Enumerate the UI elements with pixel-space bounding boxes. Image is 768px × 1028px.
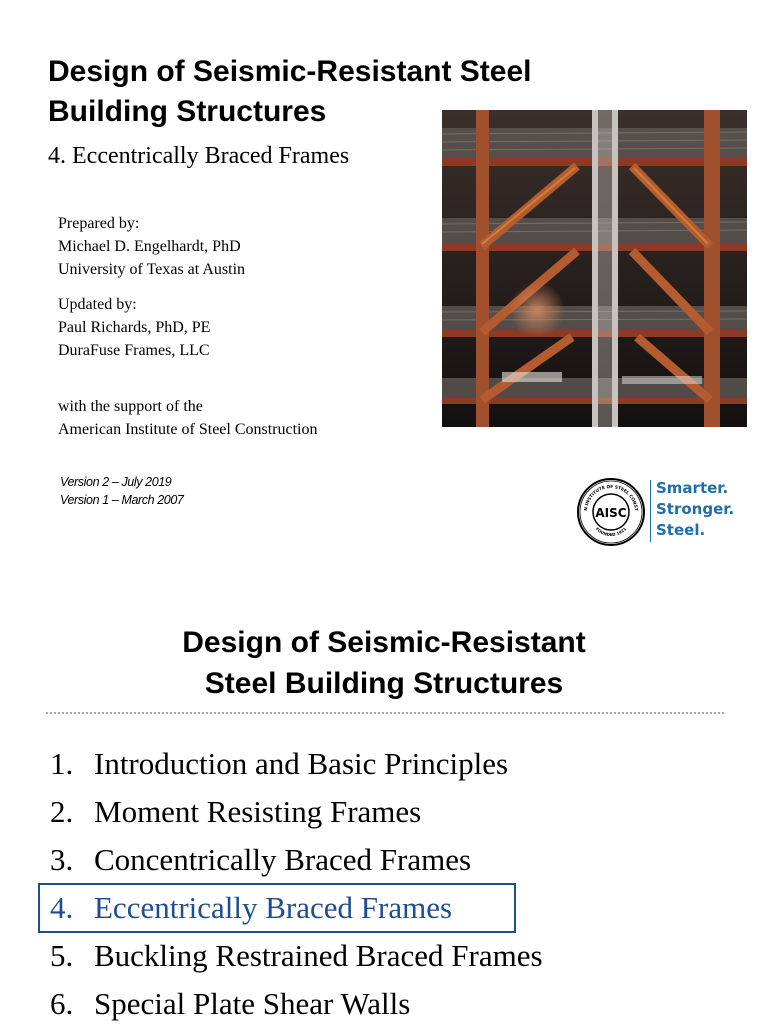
topic-label: Special Plate Shear Walls — [94, 986, 411, 1021]
current-topic-highlight-box — [38, 883, 516, 933]
slide1-title-line2: Building Structures — [48, 95, 327, 128]
topic-number: 1. — [50, 746, 74, 781]
slide1-subtitle: 4. Eccentrically Braced Frames — [48, 143, 350, 169]
slide2-title-line2: Steel Building Structures — [204, 667, 564, 700]
topic-label: Concentrically Braced Frames — [94, 842, 472, 877]
support-line1: with the support of the — [58, 398, 203, 415]
version-1: Version 1 – March 2007 — [60, 493, 184, 507]
topic-label: Moment Resisting Frames — [94, 794, 422, 829]
slide2-title-line1: Design of Seismic-Resistant — [182, 626, 586, 659]
support-block — [58, 395, 318, 441]
topic-number: 6. — [50, 986, 74, 1021]
version-2: Version 2 – July 2019 — [60, 475, 172, 489]
topic-number: 5. — [50, 938, 74, 973]
tagline-smarter: Smarter. — [656, 479, 729, 497]
slide2-title — [0, 622, 768, 704]
prepared-by-label: Prepared by: — [58, 215, 140, 232]
seal-founded-text: FOUNDED 1921 — [594, 526, 628, 538]
slide1-title-line1: Design of Seismic-Resistant Steel — [48, 55, 532, 88]
updated-by-label: Updated by: — [58, 296, 137, 313]
prepared-by-affiliation: University of Texas at Austin — [58, 261, 246, 278]
topic-item-1 — [50, 740, 543, 788]
topic-number: 3. — [50, 842, 74, 877]
topic-item-3 — [50, 836, 543, 884]
topic-number: 4. — [50, 890, 74, 925]
topic-label: Buckling Restrained Braced Frames — [94, 938, 543, 973]
topic-number: 2. — [50, 794, 74, 829]
topic-item-5 — [50, 932, 543, 980]
aisc-seal-logo — [576, 477, 646, 547]
version-history — [60, 473, 183, 509]
steel-frame-construction-photo — [442, 110, 747, 427]
prepared-by-block — [58, 212, 245, 281]
updated-by-affiliation: DuraFuse Frames, LLC — [58, 342, 210, 359]
topic-label: Introduction and Basic Principles — [94, 746, 509, 781]
tagline-steel: Steel. — [656, 521, 706, 539]
seal-ring-text: N INSTITUTE OF STEEL CONST — [583, 484, 639, 512]
updated-by-name: Paul Richards, PhD, PE — [58, 319, 211, 336]
seal-letters: AISC — [595, 506, 627, 520]
prepared-by-name: Michael D. Engelhardt, PhD — [58, 238, 241, 255]
tagline-divider — [650, 480, 651, 542]
topic-item-6 — [50, 980, 543, 1028]
tagline-stronger: Stronger. — [656, 500, 735, 518]
support-line2: American Institute of Steel Construction — [58, 421, 318, 438]
updated-by-block — [58, 293, 210, 362]
topic-item-2 — [50, 788, 543, 836]
aisc-tagline — [656, 478, 734, 541]
title-divider — [46, 712, 724, 714]
topic-label: Eccentrically Braced Frames — [94, 890, 453, 925]
